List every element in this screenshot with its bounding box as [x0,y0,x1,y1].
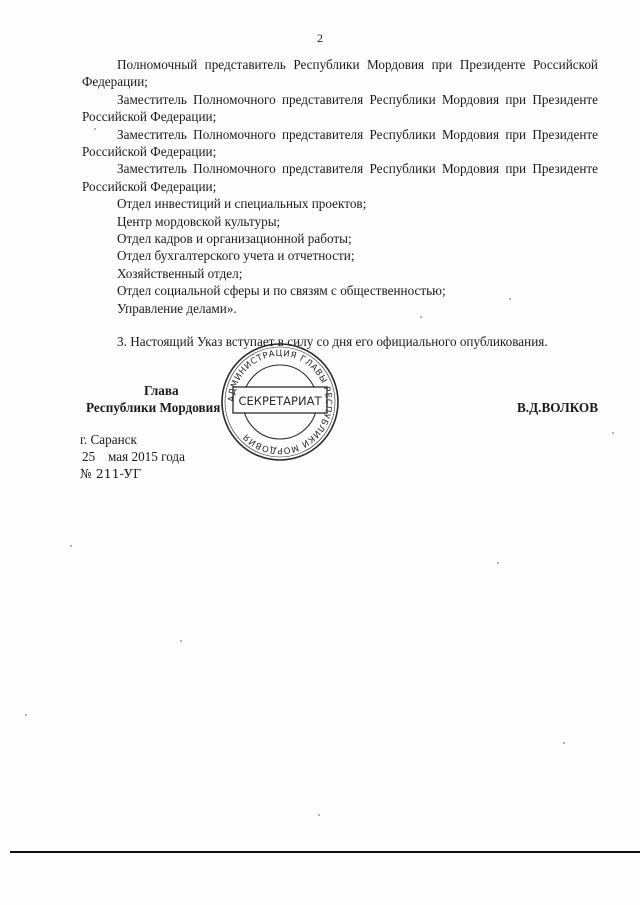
signatory-name: В.Д.ВОЛКОВ [517,400,598,415]
stamp-center-text: СЕКРЕТАРИАТ [238,394,322,408]
scan-speck [563,742,565,744]
list-item: Отдел бухгалтерского учета и отчетности; [117,248,355,264]
body-paragraph: Заместитель Полномочного представителя Республики Мордовия при Президенте Российской Федерации; [82,91,598,125]
list-item: Центр мордовской культуры; [117,213,281,229]
decree-number: № 211-УГ [80,466,142,481]
date-day: 25 [82,449,96,464]
body-paragraph: Полномочный представитель Республики Мордовия при Президенте Российской Федерации; [82,57,598,90]
scan-speck [612,432,614,434]
body-paragraph: Заместитель Полномочного представителя Республики Мордовия при Президенте Российской Федерации; [82,161,598,194]
scan-speck [94,128,96,130]
stamp-ring-text: АДМИНИСТРАЦИЯ ГЛАВЫ РЕСПУБЛИКИ МОРДОВИЯ [226,348,334,456]
scan-speck [318,814,320,816]
list-item: Отдел социальной сферы и по связям с общественностью; [117,283,446,299]
signing-date [80,448,185,465]
scan-speck [70,545,72,547]
scan-speck [420,316,422,318]
secretariat-stamp-seal [213,340,347,464]
date-month-year: мая 2015 года [108,449,185,464]
bottom-scan-edge-line [10,851,640,853]
page-number: 2 [317,31,323,45]
signatory-title-region: Республики Мордовия [86,400,221,415]
scan-speck [509,298,511,300]
body-paragraph: Заместитель Полномочного представителя Республики Мордовия при Президенте Российской Федерации; [82,126,598,160]
list-item: Управление делами». [117,300,237,316]
list-item: Отдел кадров и организационной работы; [117,231,352,247]
list-item: Отдел инвестиций и специальных проектов; [117,196,367,212]
list-item: Хозяйственный отдел; [117,265,243,281]
city: г. Саранск [80,432,137,447]
signatory-title: Глава [144,383,179,398]
decree-body [82,56,598,351]
place-and-date [80,431,185,482]
scan-speck [25,714,27,716]
effective-date-clause: 3. Настоящий Указ вступает в силу со дня его официального опубликования. [117,334,548,350]
scan-speck [180,640,182,642]
scan-speck [497,562,499,564]
